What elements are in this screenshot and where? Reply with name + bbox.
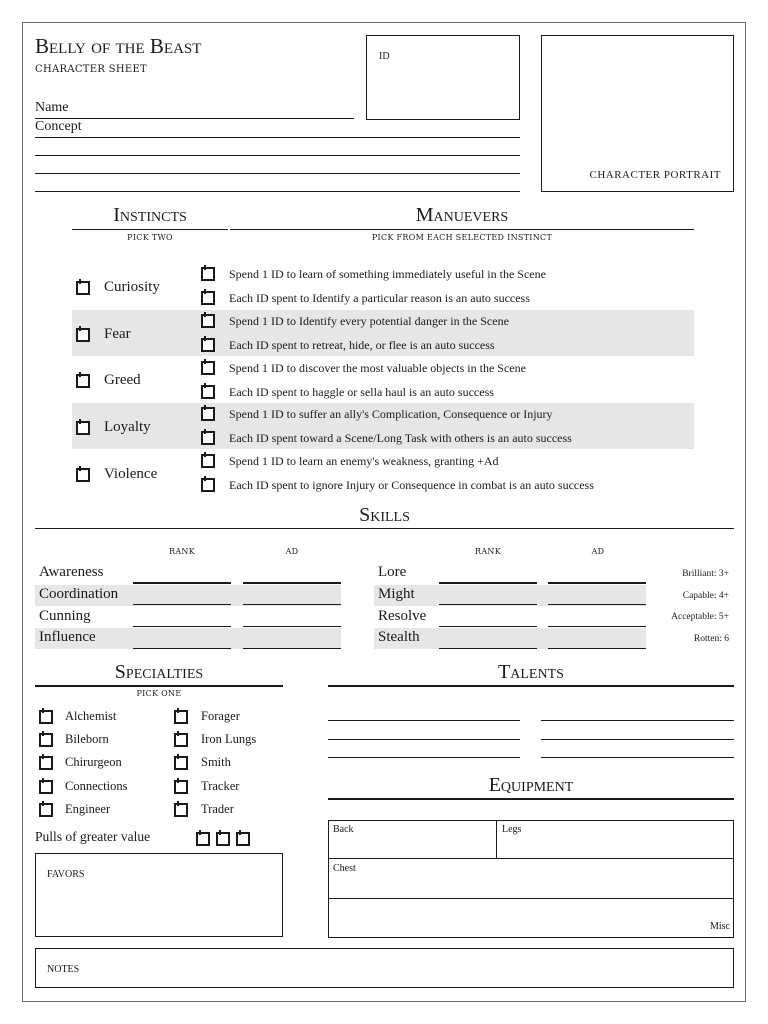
maneuver-text: Each ID spent to haggle or sella haul is an auto success	[229, 385, 494, 399]
maneuver-checkbox[interactable]	[201, 454, 215, 468]
maneuver-text: Spend 1 ID to suffer an ally's Complication, Consequence or Injury	[229, 407, 553, 421]
instincts-title: Instincts	[113, 204, 187, 226]
specialty-iron-lungs: Iron Lungs	[201, 732, 257, 746]
favors-label: FAVORS	[47, 869, 85, 880]
talent-field-line[interactable]	[541, 720, 734, 721]
talent-field-line[interactable]	[541, 739, 734, 740]
specialty-smith: Smith	[201, 755, 231, 769]
talents-title: Talents	[498, 661, 564, 683]
concept-label: Concept	[35, 119, 82, 134]
rating-capable: Capable: 4+	[682, 591, 729, 601]
specialty-trader: Trader	[201, 802, 234, 816]
skills-ad-header-left: AD	[285, 547, 299, 556]
specialties-title: Specialties	[114, 661, 204, 683]
pulls-label: Pulls of greater value	[35, 829, 151, 844]
talent-field-line[interactable]	[328, 720, 520, 721]
maneuver-checkbox[interactable]	[201, 314, 215, 328]
maneuver-checkbox[interactable]	[201, 338, 215, 352]
specialty-checkbox[interactable]	[39, 756, 53, 770]
instinct-label-greed: Greed	[104, 372, 141, 388]
instincts-rule	[72, 229, 228, 230]
portrait-label: CHARACTER PORTRAIT	[589, 169, 721, 181]
specialty-checkbox[interactable]	[174, 803, 188, 817]
rating-acceptable: Acceptable: 5+	[671, 612, 729, 622]
specialties-rule	[35, 685, 283, 687]
skill-ad-field[interactable]	[243, 582, 341, 584]
pulls-checkbox[interactable]	[216, 832, 230, 846]
instincts-subtitle: PICK TWO	[127, 233, 173, 242]
specialty-checkbox[interactable]	[39, 733, 53, 747]
pulls-checkbox[interactable]	[236, 832, 250, 846]
skill-rank-field[interactable]	[439, 604, 537, 605]
maneuver-checkbox[interactable]	[201, 385, 215, 399]
instinct-checkbox-curiosity[interactable]	[76, 281, 90, 295]
specialty-checkbox[interactable]	[174, 756, 188, 770]
maneuver-checkbox[interactable]	[201, 407, 215, 421]
name-label: Name	[35, 100, 69, 115]
specialties-subtitle: PICK ONE	[136, 689, 182, 698]
talent-field-line[interactable]	[541, 757, 734, 758]
instinct-label-loyalty: Loyalty	[104, 419, 151, 435]
specialty-connections: Connections	[65, 779, 128, 793]
specialty-tracker: Tracker	[201, 779, 240, 793]
instinct-label-fear: Fear	[104, 326, 131, 342]
skill-ad-field[interactable]	[243, 626, 341, 627]
skill-ad-field[interactable]	[548, 604, 646, 605]
skill-label-stealth: Stealth	[378, 629, 420, 645]
notes-label: NOTES	[47, 964, 80, 975]
equipment-divider	[328, 898, 734, 899]
maneuver-text: Each ID spent to Identify a particular reason is an auto success	[229, 291, 530, 305]
specialty-alchemist: Alchemist	[65, 709, 117, 723]
maneuver-text: Each ID spent toward a Scene/Long Task with others is an auto success	[229, 431, 572, 445]
favors-box[interactable]	[35, 853, 283, 937]
sheet-subtitle: CHARACTER SHEET	[35, 64, 148, 75]
skills-ad-header-right: AD	[591, 547, 605, 556]
maneuvers-rule	[230, 229, 694, 230]
skill-ad-field[interactable]	[243, 604, 341, 605]
concept-line-3[interactable]	[35, 173, 520, 174]
instinct-checkbox-loyalty[interactable]	[76, 421, 90, 435]
skill-ad-field[interactable]	[243, 648, 341, 649]
concept-line-4[interactable]	[35, 191, 520, 192]
maneuver-text: Spend 1 ID to learn an enemy's weakness, granting +Ad	[229, 454, 499, 468]
skill-rank-field[interactable]	[133, 582, 231, 584]
skill-label-awareness: Awareness	[39, 564, 104, 580]
instinct-checkbox-violence[interactable]	[76, 468, 90, 482]
specialty-checkbox[interactable]	[39, 780, 53, 794]
equipment-vertical-divider	[496, 820, 497, 858]
specialty-checkbox[interactable]	[39, 803, 53, 817]
skills-rank-header-right: RANK	[475, 547, 501, 556]
skill-label-resolve: Resolve	[378, 608, 427, 624]
equipment-divider	[328, 858, 734, 859]
skill-ad-field[interactable]	[548, 648, 646, 649]
equipment-back-slot[interactable]: Back	[333, 824, 354, 835]
equipment-rule	[328, 798, 734, 800]
equipment-legs-slot[interactable]: Legs	[502, 824, 522, 835]
name-field-line[interactable]	[35, 118, 354, 119]
maneuver-checkbox[interactable]	[201, 431, 215, 445]
instinct-checkbox-fear[interactable]	[76, 328, 90, 342]
skill-label-might: Might	[378, 586, 415, 602]
concept-line-2[interactable]	[35, 155, 520, 156]
equipment-title: Equipment	[488, 774, 574, 796]
notes-box[interactable]	[35, 948, 734, 988]
specialty-checkbox[interactable]	[174, 780, 188, 794]
specialty-checkbox[interactable]	[39, 710, 53, 724]
specialty-checkbox[interactable]	[174, 733, 188, 747]
maneuvers-title: Manuevers	[415, 204, 509, 226]
skill-rank-field[interactable]	[439, 626, 537, 627]
specialty-forager: Forager	[201, 709, 240, 723]
rating-brilliant: Brilliant: 3+	[682, 569, 729, 579]
maneuver-checkbox[interactable]	[201, 478, 215, 492]
equipment-misc-slot[interactable]: Misc	[710, 921, 730, 932]
pulls-checkbox[interactable]	[196, 832, 210, 846]
skill-label-lore: Lore	[378, 564, 407, 580]
maneuver-text: Spend 1 ID to learn of something immediately useful in the Scene	[229, 267, 546, 281]
maneuvers-subtitle: PICK FROM EACH SELECTED INSTINCT	[371, 233, 553, 242]
skills-rank-header-left: RANK	[169, 547, 195, 556]
equipment-chest-slot[interactable]: Chest	[333, 863, 356, 874]
talents-rule	[328, 685, 734, 687]
maneuver-checkbox[interactable]	[201, 267, 215, 281]
instinct-label-violence: Violence	[104, 466, 158, 482]
maneuver-checkbox[interactable]	[201, 291, 215, 305]
talent-field-line[interactable]	[328, 757, 520, 758]
sheet-title: Belly of the Beast	[35, 34, 202, 58]
portrait-box[interactable]	[541, 35, 734, 192]
maneuver-text: Each ID spent to ignore Injury or Consequence in combat is an auto success	[229, 478, 594, 492]
maneuver-text: Each ID spent to retreat, hide, or flee is an auto success	[229, 338, 495, 352]
skill-rank-field[interactable]	[439, 648, 537, 649]
equipment-box	[328, 820, 734, 938]
skills-rule	[35, 528, 734, 529]
skill-label-cunning: Cunning	[39, 608, 91, 624]
skill-rank-field[interactable]	[133, 604, 231, 605]
instinct-checkbox-greed[interactable]	[76, 374, 90, 388]
skill-ad-field[interactable]	[548, 582, 646, 584]
skill-label-coordination: Coordination	[39, 586, 119, 602]
instinct-label-curiosity: Curiosity	[104, 279, 160, 295]
skills-title: Skills	[359, 504, 410, 526]
skill-label-influence: Influence	[39, 629, 96, 645]
specialty-chirurgeon: Chirurgeon	[65, 755, 122, 769]
specialty-bileborn: Bileborn	[65, 732, 109, 746]
maneuver-text: Spend 1 ID to Identify every potential danger in the Scene	[229, 314, 509, 328]
id-box[interactable]	[366, 35, 520, 120]
id-label: ID	[379, 51, 390, 62]
specialty-checkbox[interactable]	[174, 710, 188, 724]
concept-field-line[interactable]	[35, 137, 520, 138]
talent-field-line[interactable]	[328, 739, 520, 740]
skill-rank-field[interactable]	[133, 648, 231, 649]
skill-ad-field[interactable]	[548, 626, 646, 627]
skill-rank-field[interactable]	[439, 582, 537, 584]
specialty-engineer: Engineer	[65, 802, 111, 816]
skill-rank-field[interactable]	[133, 626, 231, 627]
maneuver-checkbox[interactable]	[201, 361, 215, 375]
maneuver-text: Spend 1 ID to discover the most valuable objects in the Scene	[229, 361, 526, 375]
rating-rotten: Rotten: 6	[693, 634, 729, 644]
